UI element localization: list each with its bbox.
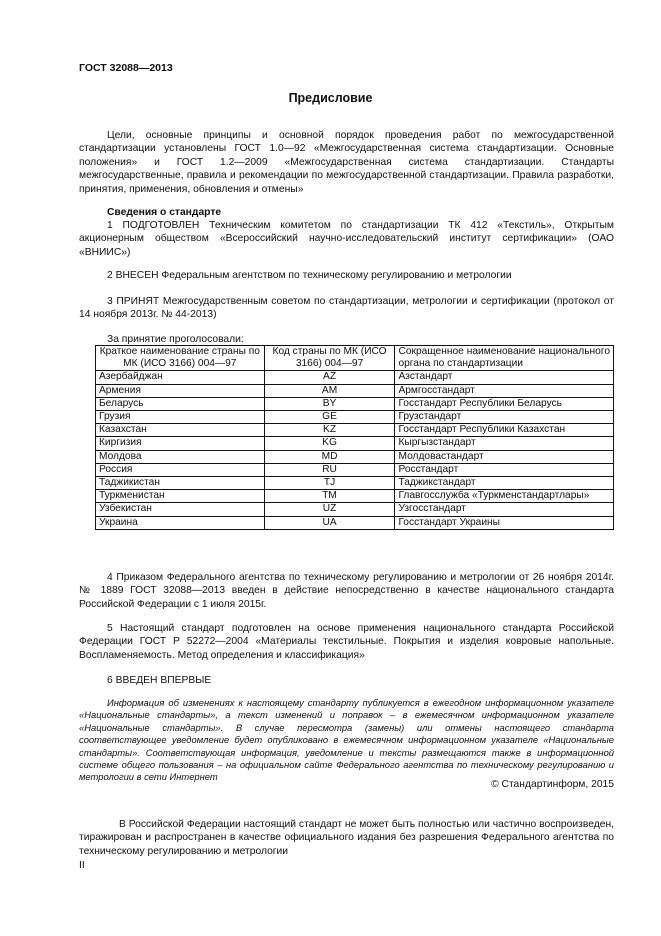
country-cell: Туркменистан [96,490,265,503]
body-cell: Молдовастандарт [395,450,614,463]
country-cell: Узбекистан [96,503,265,516]
country-cell: Казахстан [96,424,265,437]
table-row [96,411,614,424]
body-cell: Грузстандарт [395,411,614,424]
code-cell: TJ [264,477,395,490]
country-cell: Россия [96,463,265,476]
table-row [96,371,614,384]
code-cell: GE [264,411,395,424]
code-cell: AZ [264,371,395,384]
table-header-body: Сокращенное наименование национального органа по стандартизации [395,346,614,371]
code-cell: BY [264,397,395,410]
item-5: 5 Настоящий стандарт подготовлен на основе применения национального стандарта Российской Федерации ГОСТ Р 52272—2004 «Материалы текстильные. Покрытия и изделия ковровые напольные. Воспламеняемость. Метод определения и классификация» [79,623,614,661]
table-header-code: Код страны по МК (ИСО 3166) 004—97 [264,346,395,371]
code-cell: UA [264,516,395,529]
page-title: Предисловие [288,91,373,105]
intro-paragraph: Цели, основные принципы и основной порядок проведения работ по межгосударственной стандартизации установлены ГОСТ 1.0—92 «Межгосударственная система стандартизации. Основные положения» и ГОСТ 1.2—2009 «Межгосударственная система стандартизации. Стандарты межгосударственные, правила и рекомендации по межгосударственной стандартизации. Правила разработки, принятия, применения, обновления и отмены» [79,130,614,195]
code-cell: AM [264,384,395,397]
item-3: 3 ПРИНЯТ Межгосударственным советом по стандартизации, метрологии и сертификации (протокол от 14 ноября 2013г. № 44-2013) [79,296,614,321]
country-cell: Азербайджан [96,371,265,384]
body-cell: Азстандарт [395,371,614,384]
publication-notice: Информация об изменениях к настоящему стандарту публикуется в ежегодном информационном указателе «Национальные стандарты», а текст изменений и поправок – в ежемесячном информационном указателе «Национальные стандарты». В случае пересмотра (замены) или отмены настоящего стандарта соответствующее уведомление будет опубликовано в ежемесячном информационном указателе «Национальные стандарты». Соответствующая информация, уведомление и тексты размещаются также в информационной системе общего пользования – на официальном сайте Федерального агентства по техническому регулированию и метрологии в сети Интернет [79,697,614,783]
country-cell: Таджикистан [96,477,265,490]
country-cell: Беларусь [96,397,265,410]
country-cell: Грузия [96,411,265,424]
table-row [96,437,614,450]
rights-notice: В Российской Федерации настоящий стандарт не может быть полностью или частично воспроизведен, тиражирован и распространен в качестве официального издания без разрешения Федерального агентства по техническому регулированию и метрологии [79,819,614,857]
item-6: 6 ВВЕДЕН ВПЕРВЫЕ [107,675,212,686]
code-cell: KG [264,437,395,450]
item-2: 2 ВНЕСЕН Федеральным агентством по техническому регулированию и метрологии [107,270,512,281]
code-cell: UZ [264,503,395,516]
table-row [96,490,614,503]
table-row [96,503,614,516]
item-4: 4 Приказом Федерального агентства по техническому регулированию и метрологии от 26 ноября 2014г. № 1889 ГОСТ 32088—2013 введен в действие непосредственно в качестве национального стандарта Российской Федерации с 1 июля 2015г. [79,572,614,610]
table-row [96,397,614,410]
country-cell: Молдова [96,450,265,463]
table-header-country: Краткое наименование страны по МК (ИСО 3166) 004—97 [96,346,265,371]
code-cell: MD [264,450,395,463]
table-row [96,424,614,437]
table-row [96,463,614,476]
country-cell: Армения [96,384,265,397]
table-row [96,516,614,529]
code-cell: RU [264,463,395,476]
info-heading: Сведения о стандарте [107,207,222,218]
body-cell: Таджикстандарт [395,477,614,490]
countries-table [95,345,614,530]
country-cell: Киргизия [96,437,265,450]
page-number: II [79,860,85,871]
body-cell: Армгосстандарт [395,384,614,397]
body-cell: Госстандарт Республики Казахстан [395,424,614,437]
table-header-row [96,346,614,371]
copyright: © Стандартинформ, 2015 [491,779,614,790]
body-cell: Росстандарт [395,463,614,476]
item-1: 1 ПОДГОТОВЛЕН Техническим комитетом по стандартизации ТК 412 «Текстиль», Открытым акционерным обществом «Всероссийский научно-исследовательский институт сертификации» (ОАО «ВНИИС») [79,220,614,258]
table-row [96,450,614,463]
body-cell: Госстандарт Республики Беларусь [395,397,614,410]
country-cell: Украина [96,516,265,529]
table-row [96,384,614,397]
code-cell: TM [264,490,395,503]
vote-label: За принятие проголосовали: [107,334,244,345]
table-row [96,477,614,490]
body-cell: Госстандарт Украины [395,516,614,529]
code-cell: KZ [264,424,395,437]
body-cell: Кыргызстандарт [395,437,614,450]
body-cell: Главгосслужба «Туркменстандартлары» [395,490,614,503]
body-cell: Узгосстандарт [395,503,614,516]
document-header: ГОСТ 32088—2013 [79,62,173,74]
